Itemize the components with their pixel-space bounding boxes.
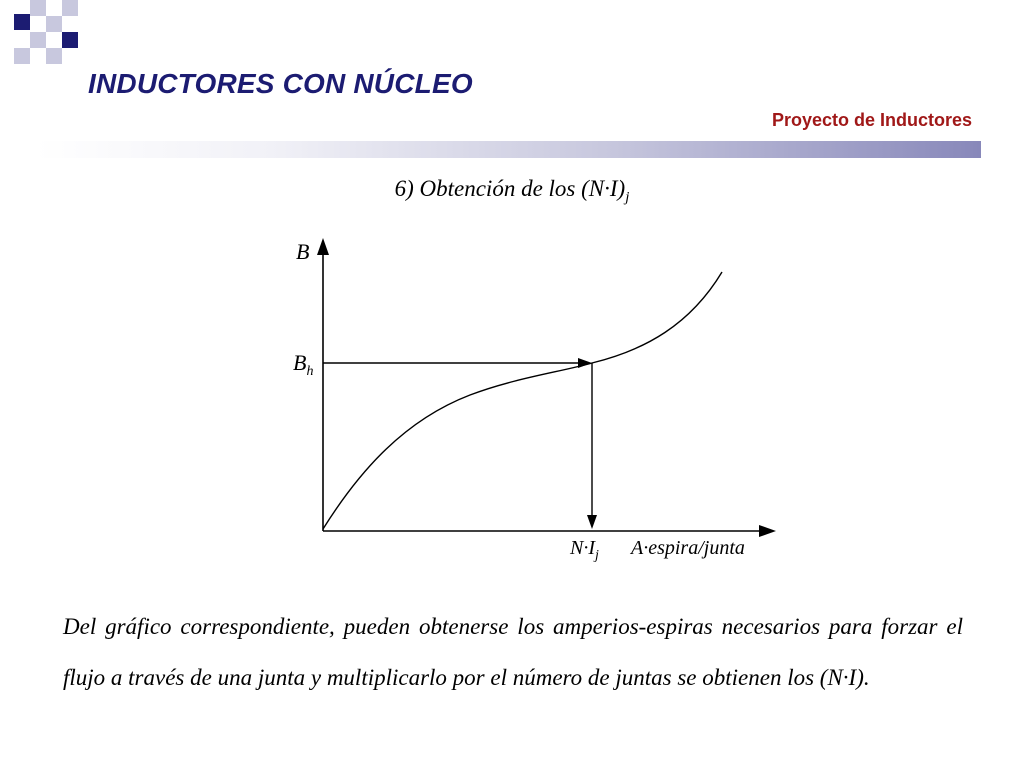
bh-marker-text: B bbox=[293, 350, 307, 375]
bh-curve bbox=[323, 272, 722, 529]
bh-guide-arrowhead bbox=[578, 358, 592, 368]
nij-marker-label bbox=[569, 537, 599, 563]
section-heading-subscript: j bbox=[625, 189, 630, 206]
nij-marker-subscript: j bbox=[595, 548, 599, 563]
y-axis-label: B bbox=[296, 239, 310, 264]
y-axis-arrowhead bbox=[317, 238, 329, 255]
x-axis-arrowhead bbox=[759, 525, 776, 537]
section-heading-text: 6) Obtención de los (N·I) bbox=[394, 176, 626, 201]
slide-title: INDUCTORES CON NÚCLEO bbox=[88, 68, 473, 99]
nij-guide-arrowhead bbox=[587, 515, 597, 529]
body-paragraph: Del gráfico correspondiente, pueden obtenerse los amperios-espiras necesarios para forzar el flujo a través de una junta y multiplicarlo por el número de juntas se obtienen los (N·I). bbox=[63, 614, 963, 690]
slide-subtitle: Proyecto de Inductores bbox=[771, 110, 972, 130]
bh-marker-subscript: h bbox=[306, 364, 314, 379]
x-axis-label: A·espira/junta bbox=[631, 537, 745, 559]
nij-marker-text: N·I bbox=[570, 537, 595, 559]
bh-marker-label bbox=[293, 350, 313, 379]
